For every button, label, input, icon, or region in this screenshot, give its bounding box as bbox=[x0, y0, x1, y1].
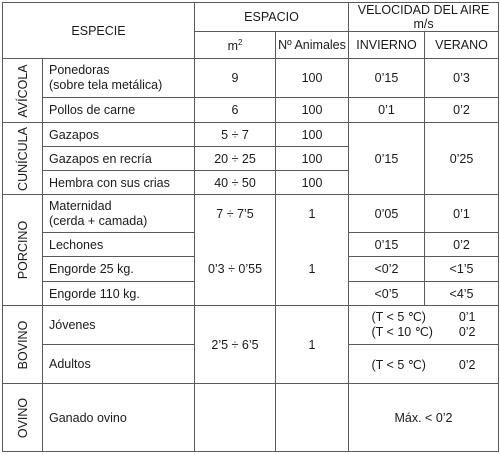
category-bovino-label: BOVINO bbox=[15, 320, 30, 369]
header-invierno: INVIERNO bbox=[349, 32, 425, 59]
bovino-animales: 1 bbox=[276, 306, 349, 384]
lechones-invierno: 0’15 bbox=[349, 233, 425, 257]
category-avicola-label: AVÍCOLA bbox=[15, 63, 30, 118]
engorde110-invierno: <0’5 bbox=[349, 282, 425, 306]
adultos-v1: 0’2 bbox=[458, 357, 476, 372]
header-animales: Nº Animales bbox=[276, 32, 349, 59]
engorde110-verano: <4’5 bbox=[425, 282, 499, 306]
engorde-m2: 0’3 ÷ 0’55 bbox=[195, 257, 276, 282]
jovenes-name: Jóvenes bbox=[43, 306, 195, 345]
gazapos-m2: 5 ÷ 7 bbox=[195, 123, 276, 147]
gazapos-name: Gazapos bbox=[43, 123, 195, 147]
engorde25-invierno: <0’2 bbox=[349, 257, 425, 282]
cunicula-verano: 0’25 bbox=[425, 123, 499, 195]
ovino-m2 bbox=[195, 384, 276, 452]
jovenes-temp2: (T < 10 ℃) bbox=[371, 325, 433, 339]
gazapos-animales: 100 bbox=[276, 123, 349, 147]
header-espacio: ESPACIO bbox=[195, 3, 349, 32]
pollos-animales: 100 bbox=[276, 98, 349, 123]
hembra-m2: 40 ÷ 50 bbox=[195, 171, 276, 195]
maternidad-invierno: 0’05 bbox=[349, 195, 425, 233]
adultos-name: Adultos bbox=[43, 345, 195, 384]
category-ovino-label: OVINO bbox=[15, 397, 30, 438]
maternidad-verano: 0’1 bbox=[425, 195, 499, 233]
maternidad-m2: 7 ÷ 7’5 bbox=[195, 195, 276, 233]
adultos-temp1: (T < 5 ℃) bbox=[371, 357, 426, 372]
header-m2-base: m bbox=[227, 38, 238, 53]
engorde110-name: Engorde 110 kg. bbox=[43, 282, 195, 306]
pollos-invierno: 0’1 bbox=[349, 98, 425, 123]
ponedoras-invierno: 0’15 bbox=[349, 59, 425, 98]
bovino-m2: 2’5 ÷ 6’5 bbox=[195, 306, 276, 384]
category-ovino bbox=[3, 384, 43, 452]
jovenes-v2: 0’2 bbox=[458, 325, 476, 339]
engorde25-verano: <1’5 bbox=[425, 257, 499, 282]
category-bovino bbox=[3, 306, 43, 384]
category-porcino bbox=[3, 195, 43, 306]
engorde110-animales bbox=[276, 282, 349, 306]
hembra-animales: 100 bbox=[276, 171, 349, 195]
lechones-animales bbox=[276, 233, 349, 257]
engorde-animales: 1 bbox=[276, 257, 349, 282]
header-m2 bbox=[195, 32, 276, 59]
ovino-name: Ganado ovino bbox=[43, 384, 195, 452]
category-cunicula bbox=[3, 123, 43, 195]
maternidad-animales: 1 bbox=[276, 195, 349, 233]
livestock-ventilation-table bbox=[2, 2, 499, 452]
lechones-name: Lechones bbox=[43, 233, 195, 257]
category-porcino-label: PORCINO bbox=[15, 220, 30, 280]
gazapos-recria-name: Gazapos en recría bbox=[43, 147, 195, 171]
jovenes-temp1: (T < 5 ℃) bbox=[371, 310, 426, 324]
ovino-velocidad: Máx. < 0’2 bbox=[349, 384, 499, 452]
header-especie: ESPECIE bbox=[3, 3, 195, 59]
jovenes-velocidad bbox=[349, 306, 499, 345]
pollos-m2: 6 bbox=[195, 98, 276, 123]
row-ponedoras-name bbox=[43, 59, 195, 98]
pollos-name: Pollos de carne bbox=[43, 98, 195, 123]
gazapos-recria-animales: 100 bbox=[276, 147, 349, 171]
hembra-name: Hembra con sus crias bbox=[43, 171, 195, 195]
maternidad-line1: Maternidad bbox=[49, 198, 112, 213]
ponedoras-animales: 100 bbox=[276, 59, 349, 98]
jovenes-v1: 0’1 bbox=[458, 310, 476, 324]
lechones-verano: 0’2 bbox=[425, 233, 499, 257]
gazapos-recria-m2: 20 ÷ 25 bbox=[195, 147, 276, 171]
ponedoras-verano: 0’3 bbox=[425, 59, 499, 98]
header-m2-sup: 2 bbox=[237, 37, 243, 47]
ponedoras-m2: 9 bbox=[195, 59, 276, 98]
maternidad-line2: (cerda + camada) bbox=[49, 213, 148, 228]
engorde25-name: Engorde 25 kg. bbox=[43, 257, 195, 282]
ovino-animales bbox=[276, 384, 349, 452]
header-velocidad: VELOCIDAD DEL AIRE m/s bbox=[349, 3, 499, 32]
category-cunicula-label: CUNÍCULA bbox=[15, 126, 30, 191]
ponedoras-line1: Ponedoras bbox=[49, 63, 110, 77]
ponedoras-line2: (sobre tela metálica) bbox=[49, 78, 163, 92]
category-avicola bbox=[3, 59, 43, 123]
maternidad-name bbox=[43, 195, 195, 233]
pollos-verano: 0’2 bbox=[425, 98, 499, 123]
lechones-m2 bbox=[195, 233, 276, 257]
cunicula-invierno: 0’15 bbox=[349, 123, 425, 195]
header-verano: VERANO bbox=[425, 32, 499, 59]
adultos-velocidad bbox=[349, 345, 499, 384]
engorde110-m2 bbox=[195, 282, 276, 306]
